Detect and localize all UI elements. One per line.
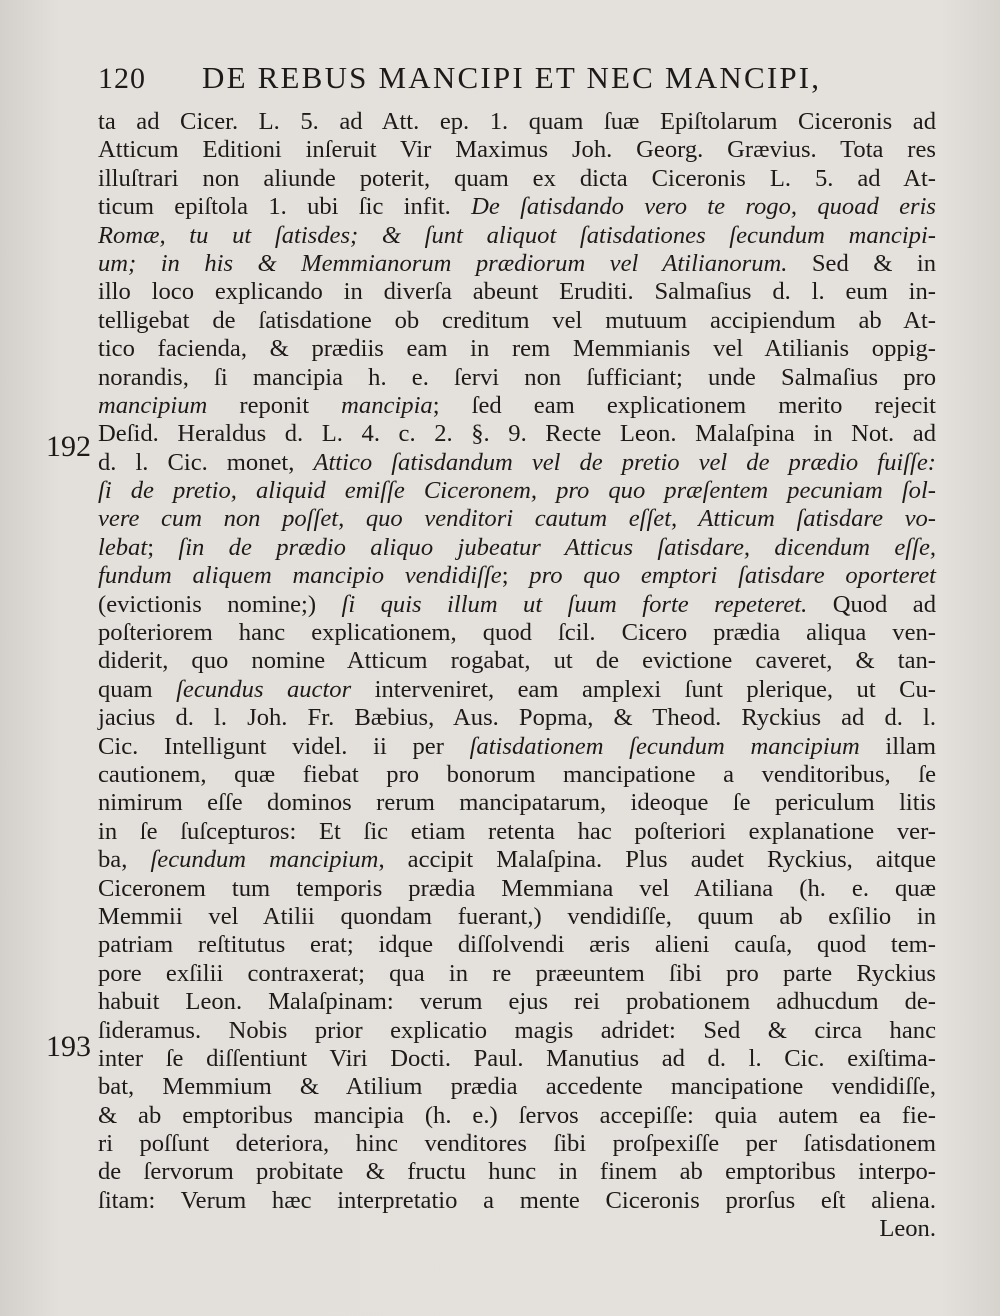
running-title: DE REBUS MANCIPI ET NEC MANCIPI, (202, 60, 822, 95)
text-line: ba, ſecundum mancipium, accipit Malaſpina. Plus audet Ryckius, aitque (98, 846, 936, 874)
text-line: norandis, ſi mancipia h. e. ſervi non ſufficiant; unde Salmaſius pro (98, 363, 936, 391)
text-line: Ciceronem tum temporis prædia Memmiana vel Atiliana (h. e. quæ (98, 874, 936, 902)
text-line: ſideramus. Nobis prior explicatio magis adridet: Sed & circa hanc (98, 1016, 936, 1044)
text-line: poſteriorem hanc explicationem, quod ſcil. Cicero prædia aliqua ven- (98, 619, 936, 647)
text-line: um; in his & Memmianorum prædiorum vel Atilianorum. Sed & in (98, 249, 936, 277)
margin-number-193: 193 (46, 1030, 91, 1063)
text-line: vere cum non poſſet, quo venditori cautum eſſet, Atticum ſatisdare vo- (98, 505, 936, 533)
text-line: patriam reſtitutus erat; idque diſſolvendi æris alieni cauſa, quod tem- (98, 931, 936, 959)
text-line: ta ad Cicer. L. 5. ad Att. ep. 1. quam ſuæ Epiſtolarum Ciceronis ad (98, 108, 936, 135)
text-line: nimirum eſſe dominos rerum mancipatarum, ideoque ſe periculum litis (98, 789, 936, 817)
text-line: habuit Leon. Malaſpinam: verum ejus rei probationem adhucdum de- (98, 988, 936, 1016)
text-line: telligebat de ſatisdatione ob creditum vel mutuum accipiendum ab At- (98, 306, 936, 334)
text-line: mancipium reponit mancipia; ſed eam explicationem merito rejecit (98, 391, 936, 419)
text-line: Atticum Editioni inſeruit Vir Maximus Joh. Georg. Grævius. Tota res (98, 136, 936, 164)
text-line: illo loco explicando in diverſa abeunt Eruditi. Salmaſius d. l. eum in- (98, 278, 936, 306)
text-line: Memmii vel Atilii quondam fuerant,) vendidiſſe, quum ab exſilio in (98, 902, 936, 930)
page-header (98, 56, 918, 96)
text-line: ſitam: Verum hæc interpretatio a mente Ciceronis prorſus eſt aliena. (98, 1186, 936, 1214)
text-line: ticum epiſtola 1. ubi ſic infit. De ſatisdando vero te rogo, quoad eris (98, 193, 936, 221)
text-line: lebat; ſin de prædio aliquo jubeatur Atticus ſatisdare, dicendum eſſe, (98, 533, 937, 561)
text-line: ſi de pretio, aliquid emiſſe Ciceronem, pro quo præſentem pecuniam ſol- (98, 477, 936, 505)
text-line: Deſid. Heraldus d. L. 4. c. 2. §. 9. Recte Leon. Malaſpina in Not. ad (98, 420, 936, 448)
text-line: diderit, quo nomine Atticum rogabat, ut de evictione caveret, & tan- (98, 647, 936, 675)
text-line: Cic. Intelligunt videl. ii per ſatisdationem ſecundum mancipium illam (98, 732, 936, 760)
text-line: (evictionis nomine;) ſi quis illum ut ſuum forte repeteret. Quod ad (98, 590, 937, 618)
text-line: fundum aliquem mancipio vendidiſſe; pro quo emptori ſatisdare oporteret (98, 562, 936, 590)
text-line: d. l. Cic. monet, Attico ſatisdandum vel de pretio vel de prædio fuiſſe: (98, 448, 936, 476)
text-line: Romæ, tu ut ſatisdes; & ſunt aliquot ſatisdationes ſecundum mancipi- (98, 221, 936, 249)
text-line: illuſtrari non aliunde poterit, quam ex dicta Ciceronis L. 5. ad At- (98, 164, 936, 192)
page-number: 120 (98, 62, 146, 95)
text-line: jacius d. l. Joh. Fr. Bæbius, Aus. Popma, & Theod. Ryckius ad d. l. (98, 704, 936, 732)
text-line: pore exſilii contraxerat; qua in re præeuntem ſibi pro parte Ryckius (98, 959, 936, 987)
text-line: cautionem, quæ fiebat pro bonorum mancipatione a venditoribus, ſe (98, 760, 936, 788)
text-line: tico facienda, & prædiis eam in rem Memmianis vel Atilianis oppig- (98, 335, 936, 363)
text-line: ri poſſunt deteriora, hinc venditores ſibi proſpexiſſe per ſatisdationem (98, 1130, 936, 1158)
text-line: in ſe ſuſcepturos: Et ſic etiam retenta hac poſteriori explanatione ver- (98, 817, 936, 845)
text-line: de ſervorum probitate & fructu hunc in finem ab emptoribus interpo- (98, 1158, 936, 1186)
body-text (98, 108, 936, 1244)
text-line: quam ſecundus auctor interveniret, eam amplexi ſunt plerique, ut Cu- (98, 675, 936, 703)
text-line: bat, Memmium & Atilium prædia accedente mancipatione vendidiſſe, (98, 1073, 936, 1101)
text-line: inter ſe diſſentiunt Viri Docti. Paul. Manutius ad d. l. Cic. exiſtima- (98, 1044, 936, 1072)
text-line: & ab emptoribus mancipia (h. e.) ſervos accepiſſe: quia autem ea fie- (98, 1101, 936, 1129)
text-line: Leon. (879, 1215, 936, 1243)
margin-number-192: 192 (46, 430, 91, 463)
